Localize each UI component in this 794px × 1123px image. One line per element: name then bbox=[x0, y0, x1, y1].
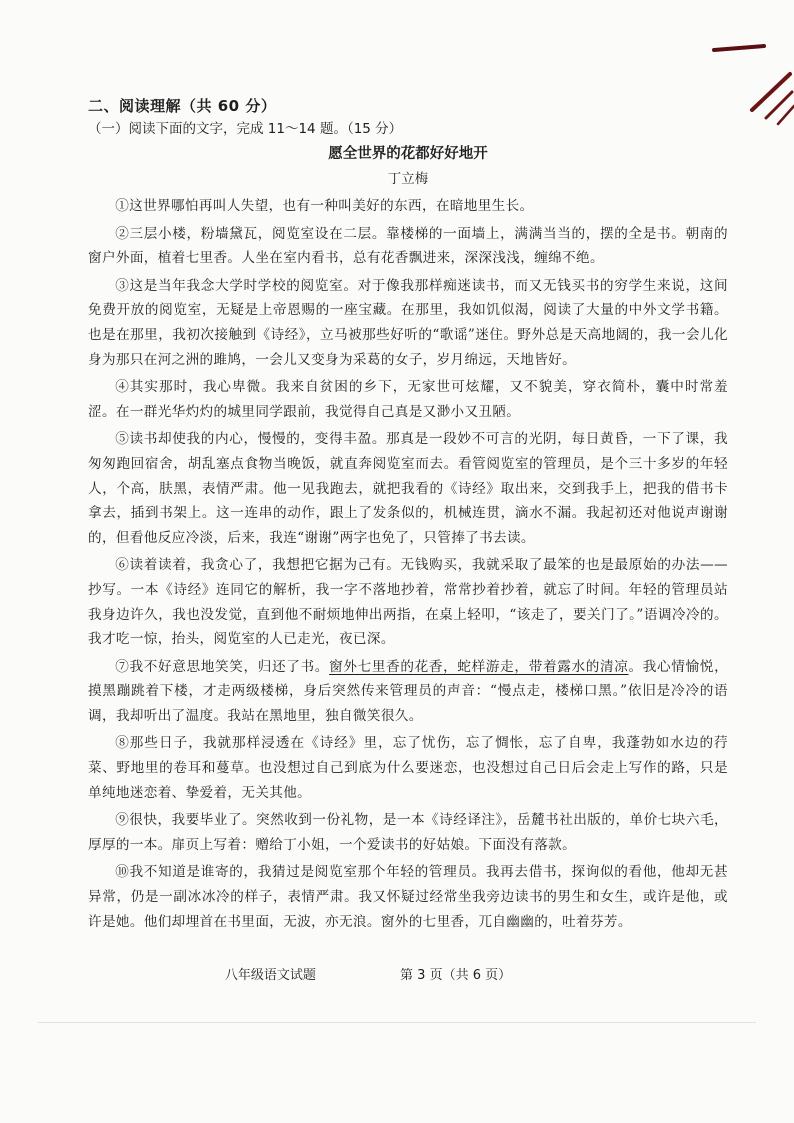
footer-subject: 八年级语文试题 bbox=[224, 968, 316, 983]
page-footer bbox=[88, 966, 648, 986]
paragraph-9: ⑨很快，我要毕业了。突然收到一份礼物，是一本《诗经译注》，岳麓书社出版的，单价七块六毛，厚厚的一本。扉页上写着：赠给丁小姐，一个爱读书的好姑娘。下面没有落款。 bbox=[88, 812, 728, 853]
paragraph-2: ②三层小楼，粉墙黛瓦，阅览室设在二层。靠楼梯的一面墙上，满满当当的，摆的全是书。朝南的窗户外面，植着七里香。人坐在室内看书，总有花香飘进来，深深浅浅，缠绵不绝。 bbox=[88, 225, 728, 267]
paragraph-10: ⑩我不知道是谁寄的，我猜过是阅览室那个年轻的管理员。我再去借书，探询似的看他，他却无甚异常，仍是一副冰冰冷的样子，表情严肃。我又怀疑过经常坐我旁边读书的男生和女生，或许是他，或许是她。他们却埋首在书里面，无波，亦无浪。窗外的七里香，兀自幽幽的，吐着芬芳。 bbox=[88, 864, 728, 930]
underlined-sentence: 窗外七里香的花香，蛇样游走，带着露水的清凉 bbox=[329, 658, 629, 675]
paragraph-7-end: 。我心情愉悦，摸黑蹦跳着下楼，才走两级楼梯，身后突然传来管理员的声音：“慢点走，楼梯口黑。”依旧是冷冷的语调，我却听出了温度。我站在黑地里，独自微笑很久。 bbox=[88, 658, 729, 724]
paragraph-4: ④其实那时，我心卑微。我来自贫困的乡下，无家世可炫耀，又不貌美，穿衣简朴，囊中时常羞涩。在一群光华灼灼的城里同学跟前，我觉得自己真是又渺小又丑陋。 bbox=[88, 379, 728, 420]
footer-page-number: 第 3 页（共 6 页） bbox=[400, 968, 512, 983]
essay-title: 愿全世界的花都好好地开 bbox=[328, 146, 488, 162]
paragraph-7-start: ⑦我不好意思地笑笑，归还了书。 bbox=[115, 658, 330, 675]
paragraph-3: ③这是当年我念大学时学校的阅览室。对于像我那样痴迷读书，而又无钱买书的穷学生来说，这间免费开放的阅览室，无疑是上帝恩赐的一座宝藏。在那里，我如饥似渴，阅读了大量的中外文学书籍。也是在那里，我初次接触到《诗经》，立马被那些好听的“歌谣”迷住。野外总是天高地阔的，我一会儿化身为那只在河之洲的雎鸠，一会儿又变身为采葛的女子，岁月绵远，天地皆好。 bbox=[88, 277, 728, 368]
reading-section bbox=[88, 96, 728, 937]
paragraph-6: ⑥读着读着，我贪心了，我想把它据为己有。无钱购买，我就采取了最笨的也是最原始的办法——抄写。一本《诗经》连同它的解析，我一字不落地抄着，常常抄着抄着，就忘了时间。年轻的管理员站我身边许久，我也没发觉，直到他不耐烦地伸出两指，在桌上轻叩，“该走了，要关门了。”语调冷冷的。我才吃一惊，抬头，阅览室的人已走光，夜已深。 bbox=[88, 557, 728, 648]
page-divider bbox=[38, 1022, 756, 1023]
paragraph-1: ①这世界哪怕再叫人失望，也有一种叫美好的东西，在暗地里生长。 bbox=[115, 198, 534, 214]
paragraph-8: ⑧那些日子，我就那样浸透在《诗经》里，忘了忧伤，忘了惆怅，忘了自卑，我蓬勃如水边的荇菜、野地里的卷耳和蔓草。也没想过自己到底为什么要迷恋，也没想过自己日后会走上写作的路，只是单纯地迷恋着、挚爱着，无关其他。 bbox=[88, 735, 728, 801]
paragraph-5: ⑤读书却使我的内心，慢慢的，变得丰盈。那真是一段妙不可言的光阴，每日黄昏，一下了课，我匆匆跑回宿舍，胡乱塞点食物当晚饭，就直奔阅览室而去。看管阅览室的管理员，是个三十多岁的年轻人，个高，肤黑，表情严肃。他一见我跑去，就把我看的《诗经》取出来，交到我手上，把我的借书卡拿去，插到书架上。这一连串的动作，跟上了发条似的，机械连贯，滴水不漏。我起初还对他说声谢谢的，但看他反应冷淡，后来，我连“谢谢”两字也免了，只管捧了书去读。 bbox=[88, 431, 728, 546]
essay-author: 丁立梅 bbox=[387, 171, 429, 187]
section-title: 二、阅读理解（共 60 分） bbox=[88, 97, 277, 115]
paragraph-7 bbox=[88, 655, 728, 729]
question-instruction: （一）阅读下面的文字，完成 11～14 题。（15 分） bbox=[88, 121, 403, 137]
